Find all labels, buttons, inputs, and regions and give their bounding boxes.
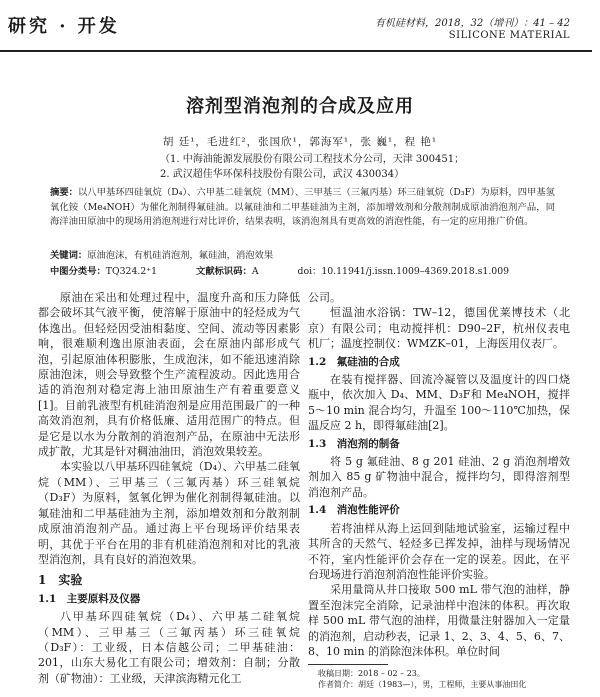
abstract-text: 以八甲基环四硅氧烷（D₄）、六甲基二硅氧烷（MM）、三甲基三（三氟丙基）环三硅氧烷（D₃F）为原料，四甲基氢氧化铵（Me₄NOH）为催化剂制得氟硅油。以氟硅油和二甲基硅油为主剂，添加增效剂和分散剂制成原油消泡剂产品，同海洋油田原油中的现场用消泡剂进行对比评价，结果表明，该消泡剂具有更高效的消泡性能，有一定的应用推广价值。	[50, 187, 555, 227]
header-rule	[0, 50, 592, 52]
footnote	[318, 668, 588, 690]
abstract	[50, 186, 555, 230]
paragraph: 若将油样从海上运回到陆地试验室，运输过程中其所含的天然气、轻烃多已挥发掉，油样与现场情况不符，室内性能评价会存在一定的误差。因此，在平台现场进行消泡剂消泡性能评价实验。	[308, 521, 570, 581]
abstract-label: 摘要：	[50, 187, 78, 198]
affiliation-1: （1. 中海油能源发展股份有限公司工程技术分公司，天津 300451；	[160, 154, 465, 165]
doc-code-label: 文献标识码：	[196, 266, 252, 277]
section-tag: 研究 · 开发	[8, 16, 120, 37]
paragraph: 公司。	[308, 291, 341, 304]
subsection-heading: 1.2 氟硅油的合成	[308, 355, 400, 368]
paragraph: 恒温油水浴锅：TW–12，德国优莱博技术（北京）有限公司；电动搅拌机：D90–2F，杭州仪表电机厂；温度控制仪：WMZK–01，上海医用仪表厂。	[308, 306, 570, 351]
paragraph: 本实验以八甲基环四硅氧烷（D₄）、六甲基二硅氧烷（MM）、三甲基三（三氟丙基）环三硅氧烷（D₃F）为原料，氢氧化钾为催化剂制得氟硅油。以氟硅油和二甲基硅油为主剂，添加增效剂和分散剂制成原油消泡剂产品。通过海上平台现场评价结果表明，其优于平台在用的非有机硅消泡剂和对比的乳液型消泡剂，具有良好的消泡效果。	[38, 460, 300, 566]
keywords-text: 原油泡沫，有机硅消泡剂，氟硅油，消泡效果	[87, 250, 274, 261]
right-column	[308, 290, 570, 659]
paragraph: 在装有搅拌器、回流冷凝管以及温度计的四口烧瓶中，依次加入 D₄、MM、D₃F和 Me₄NOH，搅拌 5～10 min 混合均匀，升温至 100～110℃加热，保温反应 2 h，即得氟硅油[2]。	[308, 373, 570, 433]
doc-code: A	[251, 266, 259, 277]
clc-label: 中图分类号：	[50, 266, 106, 277]
paragraph: 原油在采出和处理过程中，温度升高和压力降低都会破坏其气液平衡，使溶解于原油中的轻烃成为气体逸出。但轻烃因受油相黏度、空间、流动等因素影响，很难顺利逸出原油表面，会在原油内部形成气泡，引起原油体积膨胀，生成泡沫，如不能迅速消除原油泡沫，则会导致整个生产流程波动。因此选用合适的消泡剂对稳定海上油田原油生产有着重要意义[1]。目前乳液型有机硅消泡剂是应用范围最广的一种高效消泡剂，具有价格低廉、适用范围广的特点。但是它是以水为分散剂的消泡剂产品，在原油中无法形成扩散，尤其是针对稠油油田，消泡效果较差。	[38, 291, 300, 459]
affiliation-2: 2. 武汉超佳华环保科技股份有限公司，武汉 430034）	[160, 169, 405, 180]
author-list: 胡 廷¹，毛进红²，张国欣¹，郭海军¹，张 巍¹，程 艳¹	[162, 136, 438, 148]
paragraph: 八甲基环四硅氧烷（D₄）、六甲基二硅氧烷（MM）、三甲基三（三氟丙基）环三硅氧烷（D₃F）：工业级，日本信越公司；二甲基硅油：201，山东大易化工有限公司；增效剂：自制；分散剂（矿物油）：工业级，天津滨海精元化工	[38, 610, 300, 685]
paragraph: 将 5 g 氟硅油、8 g 201 硅油、2 g 消泡剂增效剂加入 85 g 矿物油中混合，搅拌均匀，即得溶剂型消泡剂产品。	[308, 455, 570, 499]
left-column	[38, 290, 300, 686]
footnote-rule	[308, 664, 388, 665]
section-heading: 1 实验	[38, 573, 83, 588]
subsection-heading: 1.1 主要原料及仪器	[38, 592, 141, 605]
author-bio: 作者简介：胡廷（1983—），男，工程师，主要从事油田化	[318, 680, 527, 689]
article-title: 溶剂型消泡剂的合成及应用	[186, 96, 414, 117]
journal-citation: 有机硅材料，2018，32（增刊）：41 – 42	[375, 18, 570, 29]
clc-code: TQ324.2⁺1	[105, 266, 158, 277]
journal-english-name: SILICONE MATERIAL	[448, 30, 570, 41]
subsection-heading: 1.4 消泡性能评价	[308, 504, 400, 517]
paragraph: 采用量筒从井口接取 500 mL 带气泡的油样，静置至泡沫完全消除，记录油样中泡沫的体积。再次取样 500 mL 带气泡的油样，用微量注射器加入一定量的消泡剂，启动秒表，记录 1、2、3、4、5、6、7、8、10 min 的消除泡沫体积。单位时间	[308, 583, 570, 658]
subsection-heading: 1.3 消泡剂的制备	[308, 437, 400, 450]
doi: doi：10.11941/j.issn.1009–4369.2018.s1.009	[297, 266, 510, 277]
received-date: 收稿日期：2018 – 02 – 23。	[318, 669, 425, 678]
keywords	[50, 247, 555, 261]
classification-line	[50, 263, 570, 277]
keywords-label: 关键词：	[50, 250, 88, 261]
